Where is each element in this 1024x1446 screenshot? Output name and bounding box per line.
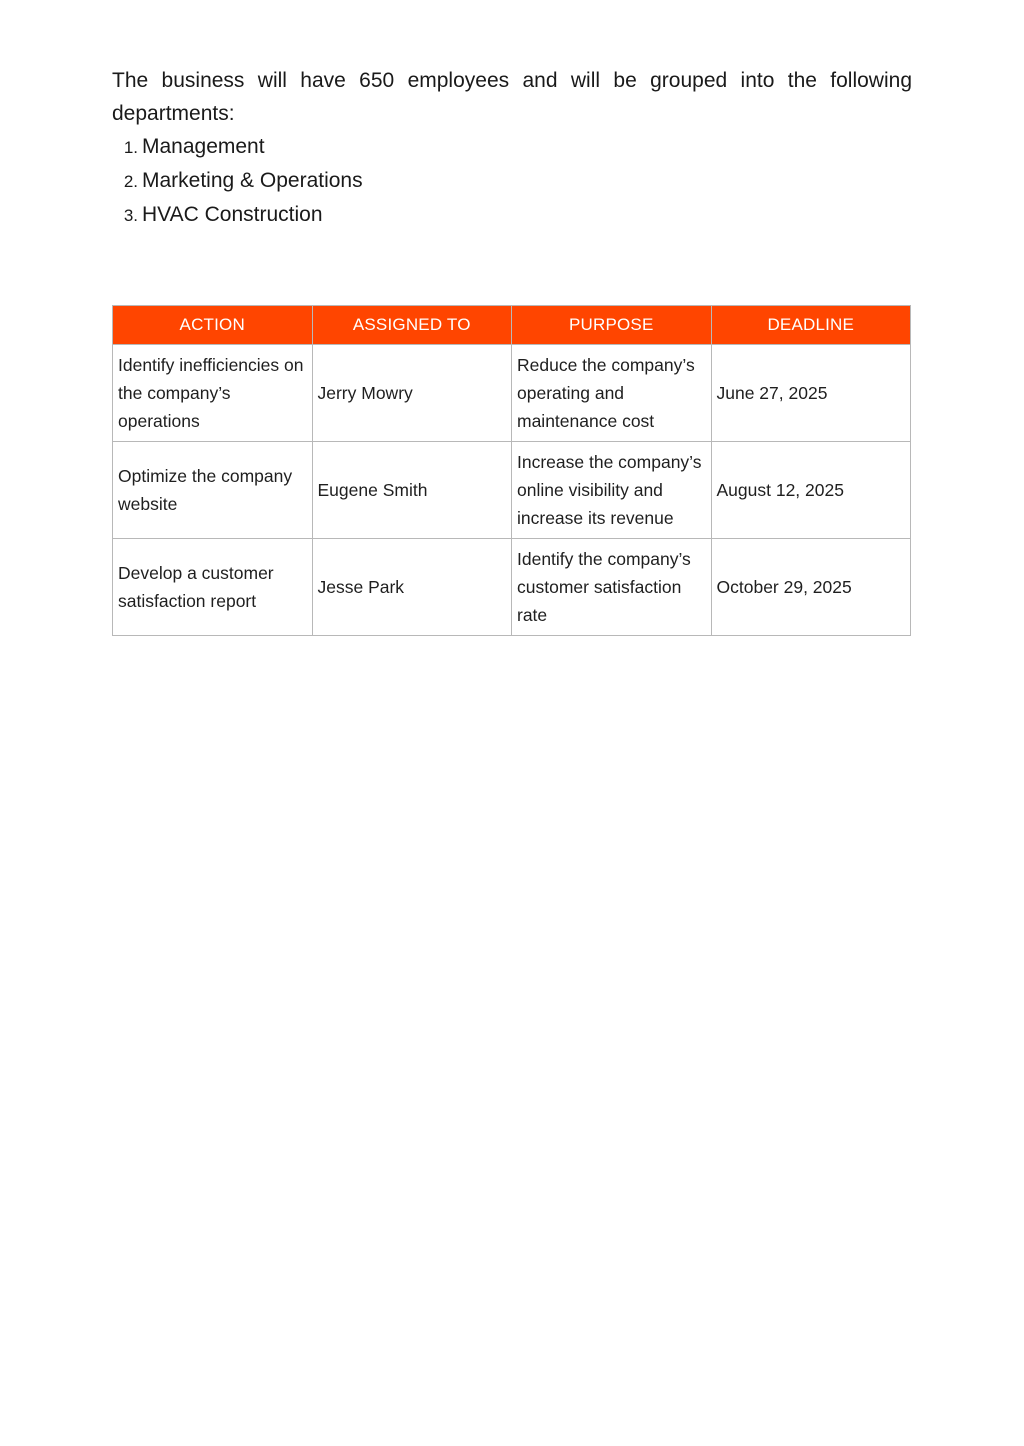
cell-purpose: Identify the company’s customer satisfaction rate: [512, 539, 712, 636]
intro-paragraph: The business will have 650 employees and will be grouped into the following departments:: [112, 69, 912, 125]
list-item: [112, 130, 912, 164]
list-item-label: Marketing & Operations: [142, 169, 363, 192]
table-row: [113, 345, 911, 442]
action-plan-table: [112, 305, 911, 636]
cell-assigned-to: Jerry Mowry: [312, 345, 512, 442]
cell-purpose: Reduce the company’s operating and maintenance cost: [512, 345, 712, 442]
table-header-row: [113, 306, 911, 345]
cell-action: Optimize the company website: [113, 442, 313, 539]
cell-assigned-to: Jesse Park: [312, 539, 512, 636]
cell-action: Develop a customer satisfaction report: [113, 539, 313, 636]
list-item-number: 3.: [123, 206, 138, 225]
cell-purpose: Increase the company’s online visibility and increase its revenue: [512, 442, 712, 539]
table-row: [113, 442, 911, 539]
list-item: [112, 198, 912, 232]
list-item-number: 2.: [123, 172, 138, 191]
departments-list: [112, 130, 912, 232]
cell-deadline: October 29, 2025: [711, 539, 911, 636]
list-item: [112, 164, 912, 198]
list-item-number: 1.: [123, 138, 138, 157]
list-item-label: Management: [142, 135, 265, 158]
cell-action: Identify inefficiencies on the company’s operations: [113, 345, 313, 442]
header-action: ACTION: [113, 306, 313, 345]
table-row: [113, 539, 911, 636]
header-deadline: DEADLINE: [711, 306, 911, 345]
cell-deadline: June 27, 2025: [711, 345, 911, 442]
header-assigned-to: ASSIGNED TO: [312, 306, 512, 345]
list-item-label: HVAC Construction: [142, 203, 323, 226]
cell-assigned-to: Eugene Smith: [312, 442, 512, 539]
cell-deadline: August 12, 2025: [711, 442, 911, 539]
document-body: [112, 64, 912, 232]
header-purpose: PURPOSE: [512, 306, 712, 345]
